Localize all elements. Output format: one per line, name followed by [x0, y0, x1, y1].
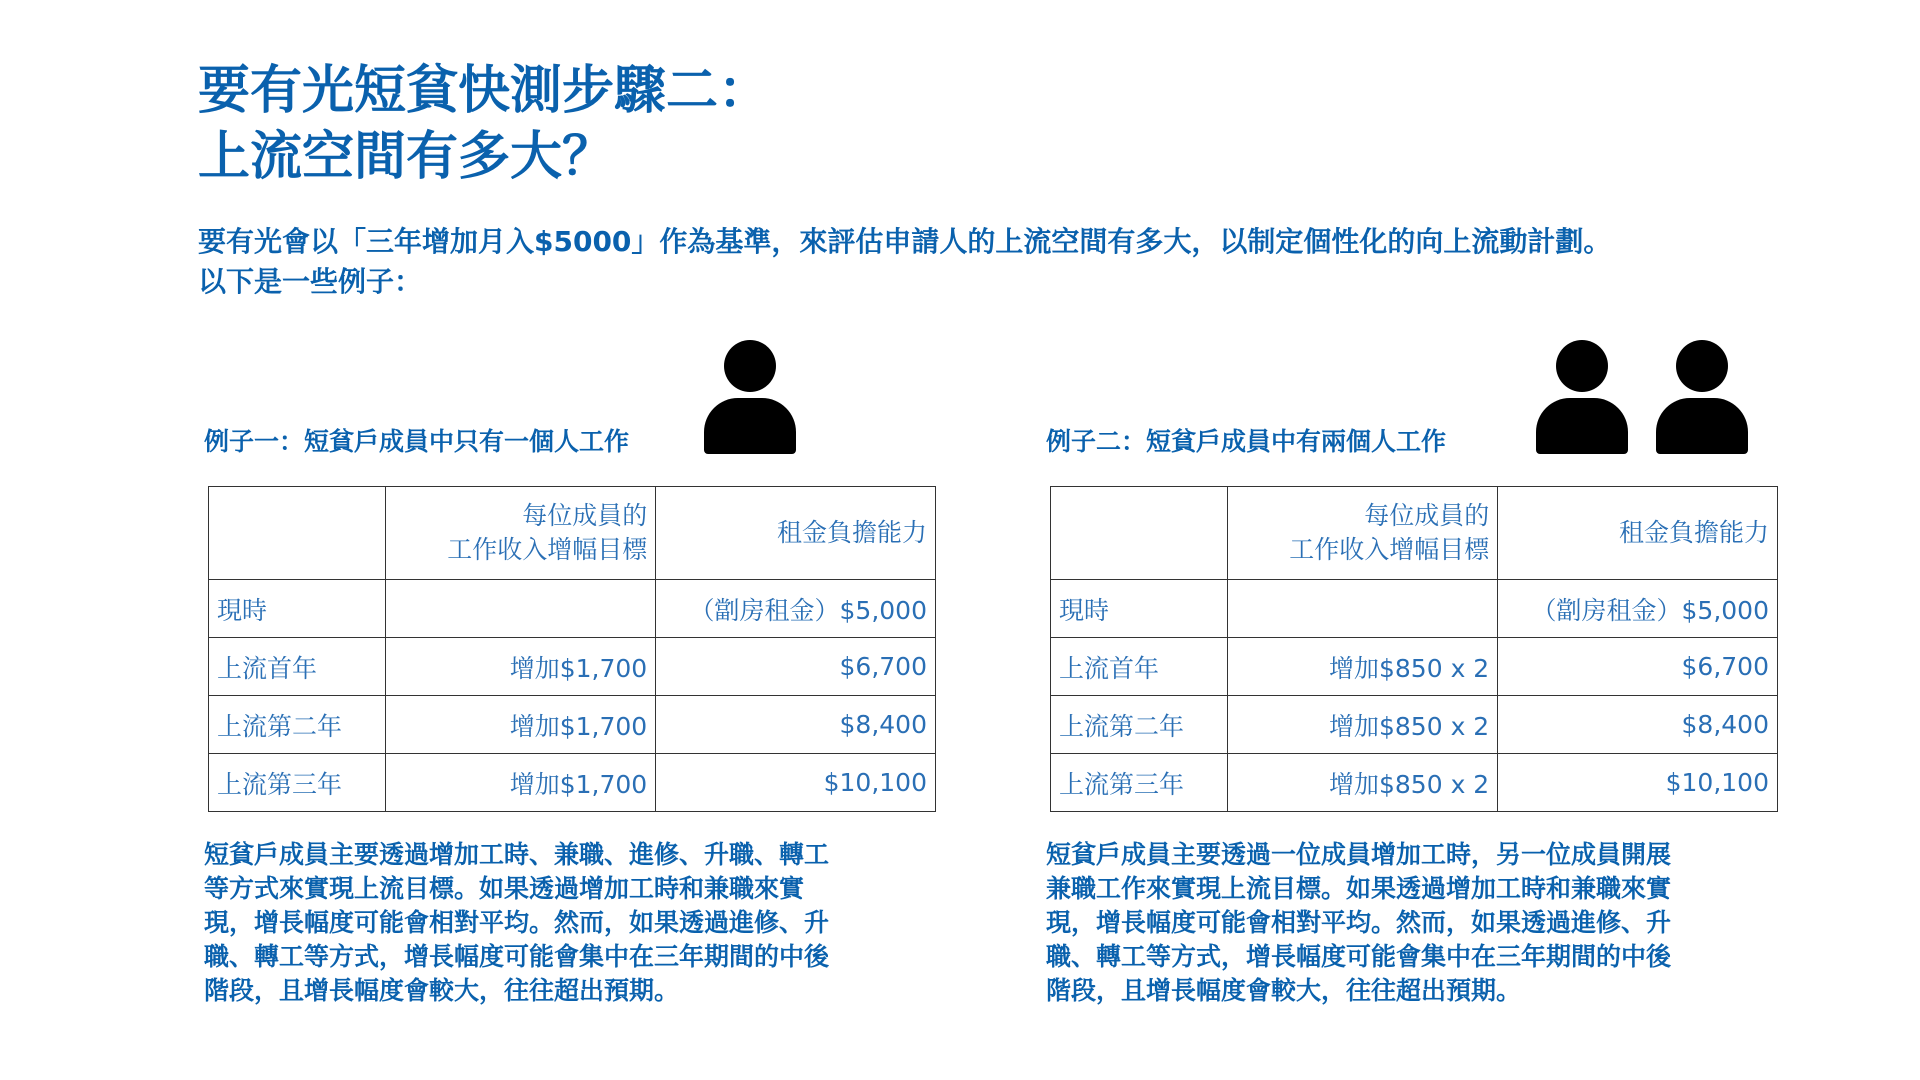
title-line-1: 要有光短貧快測步驟二： [198, 61, 771, 121]
example-two-table [1050, 486, 1778, 812]
table-cell-rent: $8,400 [656, 696, 936, 754]
table-row [1051, 638, 1778, 696]
table-header-income-target [386, 487, 656, 580]
table-row [1051, 580, 1778, 638]
description-line: 兼職工作來實現上流目標。如果透過增加工時和兼職來實 [1046, 874, 1672, 903]
intro-line-1: 要有光會以「三年增加月入$5000」作為基準，來評估申請人的上流空間有多大，以制定個性化的向上流動計劃。 [198, 225, 1612, 258]
person-head [1556, 340, 1608, 392]
table-cell-period: 上流第二年 [209, 696, 386, 754]
table-cell-income: 增加$1,700 [386, 754, 656, 812]
table-cell-period: 現時 [1051, 580, 1228, 638]
example-one-heading: 例子一：短貧戶成員中只有一個人工作 [204, 427, 630, 456]
table-cell-rent: （劏房租金）$5,000 [656, 580, 936, 638]
example-one-description [204, 838, 944, 1008]
description-line: 等方式來實現上流目標。如果透過增加工時和兼職來實 [204, 874, 805, 903]
table-cell-income [1228, 580, 1498, 638]
table-cell-period: 上流首年 [209, 638, 386, 696]
table-row [1051, 754, 1778, 812]
table-row [209, 696, 936, 754]
table-cell-period: 上流第二年 [1051, 696, 1228, 754]
header-income-line-1: 每位成員的 [522, 501, 648, 530]
table-cell-rent: $10,100 [1498, 754, 1778, 812]
person-icon [1656, 340, 1748, 454]
table-cell-income: 增加$1,700 [386, 696, 656, 754]
person-body [1536, 398, 1628, 454]
table-cell-income: 增加$1,700 [386, 638, 656, 696]
table-header-rent-affordability: 租金負擔能力 [1498, 487, 1778, 580]
description-line: 現，增長幅度可能會相對平均。然而，如果透過進修、升 [204, 908, 830, 937]
table-cell-period: 現時 [209, 580, 386, 638]
header-income-line-1: 每位成員的 [1364, 501, 1490, 530]
description-line: 階段，且增長幅度會較大，往往超出預期。 [1046, 976, 1522, 1005]
table-cell-income: 增加$850 x 2 [1228, 696, 1498, 754]
table-row [209, 754, 936, 812]
page-title [198, 58, 770, 190]
title-line-2: 上流空間有多大？ [198, 127, 615, 187]
description-line: 職、轉工等方式，增長幅度可能會集中在三年期間的中後 [1046, 942, 1672, 971]
intro-text [198, 222, 1611, 302]
person-body [704, 398, 796, 454]
table-cell-rent: $8,400 [1498, 696, 1778, 754]
table-header-row [1051, 487, 1778, 580]
table-cell-income: 增加$850 x 2 [1228, 638, 1498, 696]
table-cell-rent: （劏房租金）$5,000 [1498, 580, 1778, 638]
description-line: 現，增長幅度可能會相對平均。然而，如果透過進修、升 [1046, 908, 1672, 937]
header-income-line-2: 工作收入增幅目標 [1289, 535, 1490, 564]
description-line: 短貧戶成員主要透過增加工時、兼職、進修、升職、轉工 [204, 840, 830, 869]
table-cell-rent: $6,700 [1498, 638, 1778, 696]
table-cell-income: 增加$850 x 2 [1228, 754, 1498, 812]
table-cell-period: 上流第三年 [209, 754, 386, 812]
description-line: 職、轉工等方式，增長幅度可能會集中在三年期間的中後 [204, 942, 830, 971]
example-two-description [1046, 838, 1786, 1008]
description-line: 階段，且增長幅度會較大，往往超出預期。 [204, 976, 680, 1005]
header-income-line-2: 工作收入增幅目標 [447, 535, 648, 564]
table-row [209, 580, 936, 638]
example-one-table [208, 486, 936, 812]
table-row [209, 638, 936, 696]
table-cell-period: 上流首年 [1051, 638, 1228, 696]
table-row [1051, 696, 1778, 754]
table-header-cell-empty [209, 487, 386, 580]
person-body [1656, 398, 1748, 454]
table-cell-rent: $6,700 [656, 638, 936, 696]
person-icon [1536, 340, 1628, 454]
table-cell-rent: $10,100 [656, 754, 936, 812]
table-header-cell-empty [1051, 487, 1228, 580]
description-line: 短貧戶成員主要透過一位成員增加工時，另一位成員開展 [1046, 840, 1672, 869]
table-cell-income [386, 580, 656, 638]
table-cell-period: 上流第三年 [1051, 754, 1228, 812]
intro-line-2: 以下是一些例子： [198, 265, 423, 298]
table-header-rent-affordability: 租金負擔能力 [656, 487, 936, 580]
person-head [1676, 340, 1728, 392]
person-head [724, 340, 776, 392]
table-header-income-target [1228, 487, 1498, 580]
person-icon [704, 340, 796, 454]
example-two-heading: 例子二：短貧戶成員中有兩個人工作 [1046, 427, 1447, 456]
table-header-row [209, 487, 936, 580]
